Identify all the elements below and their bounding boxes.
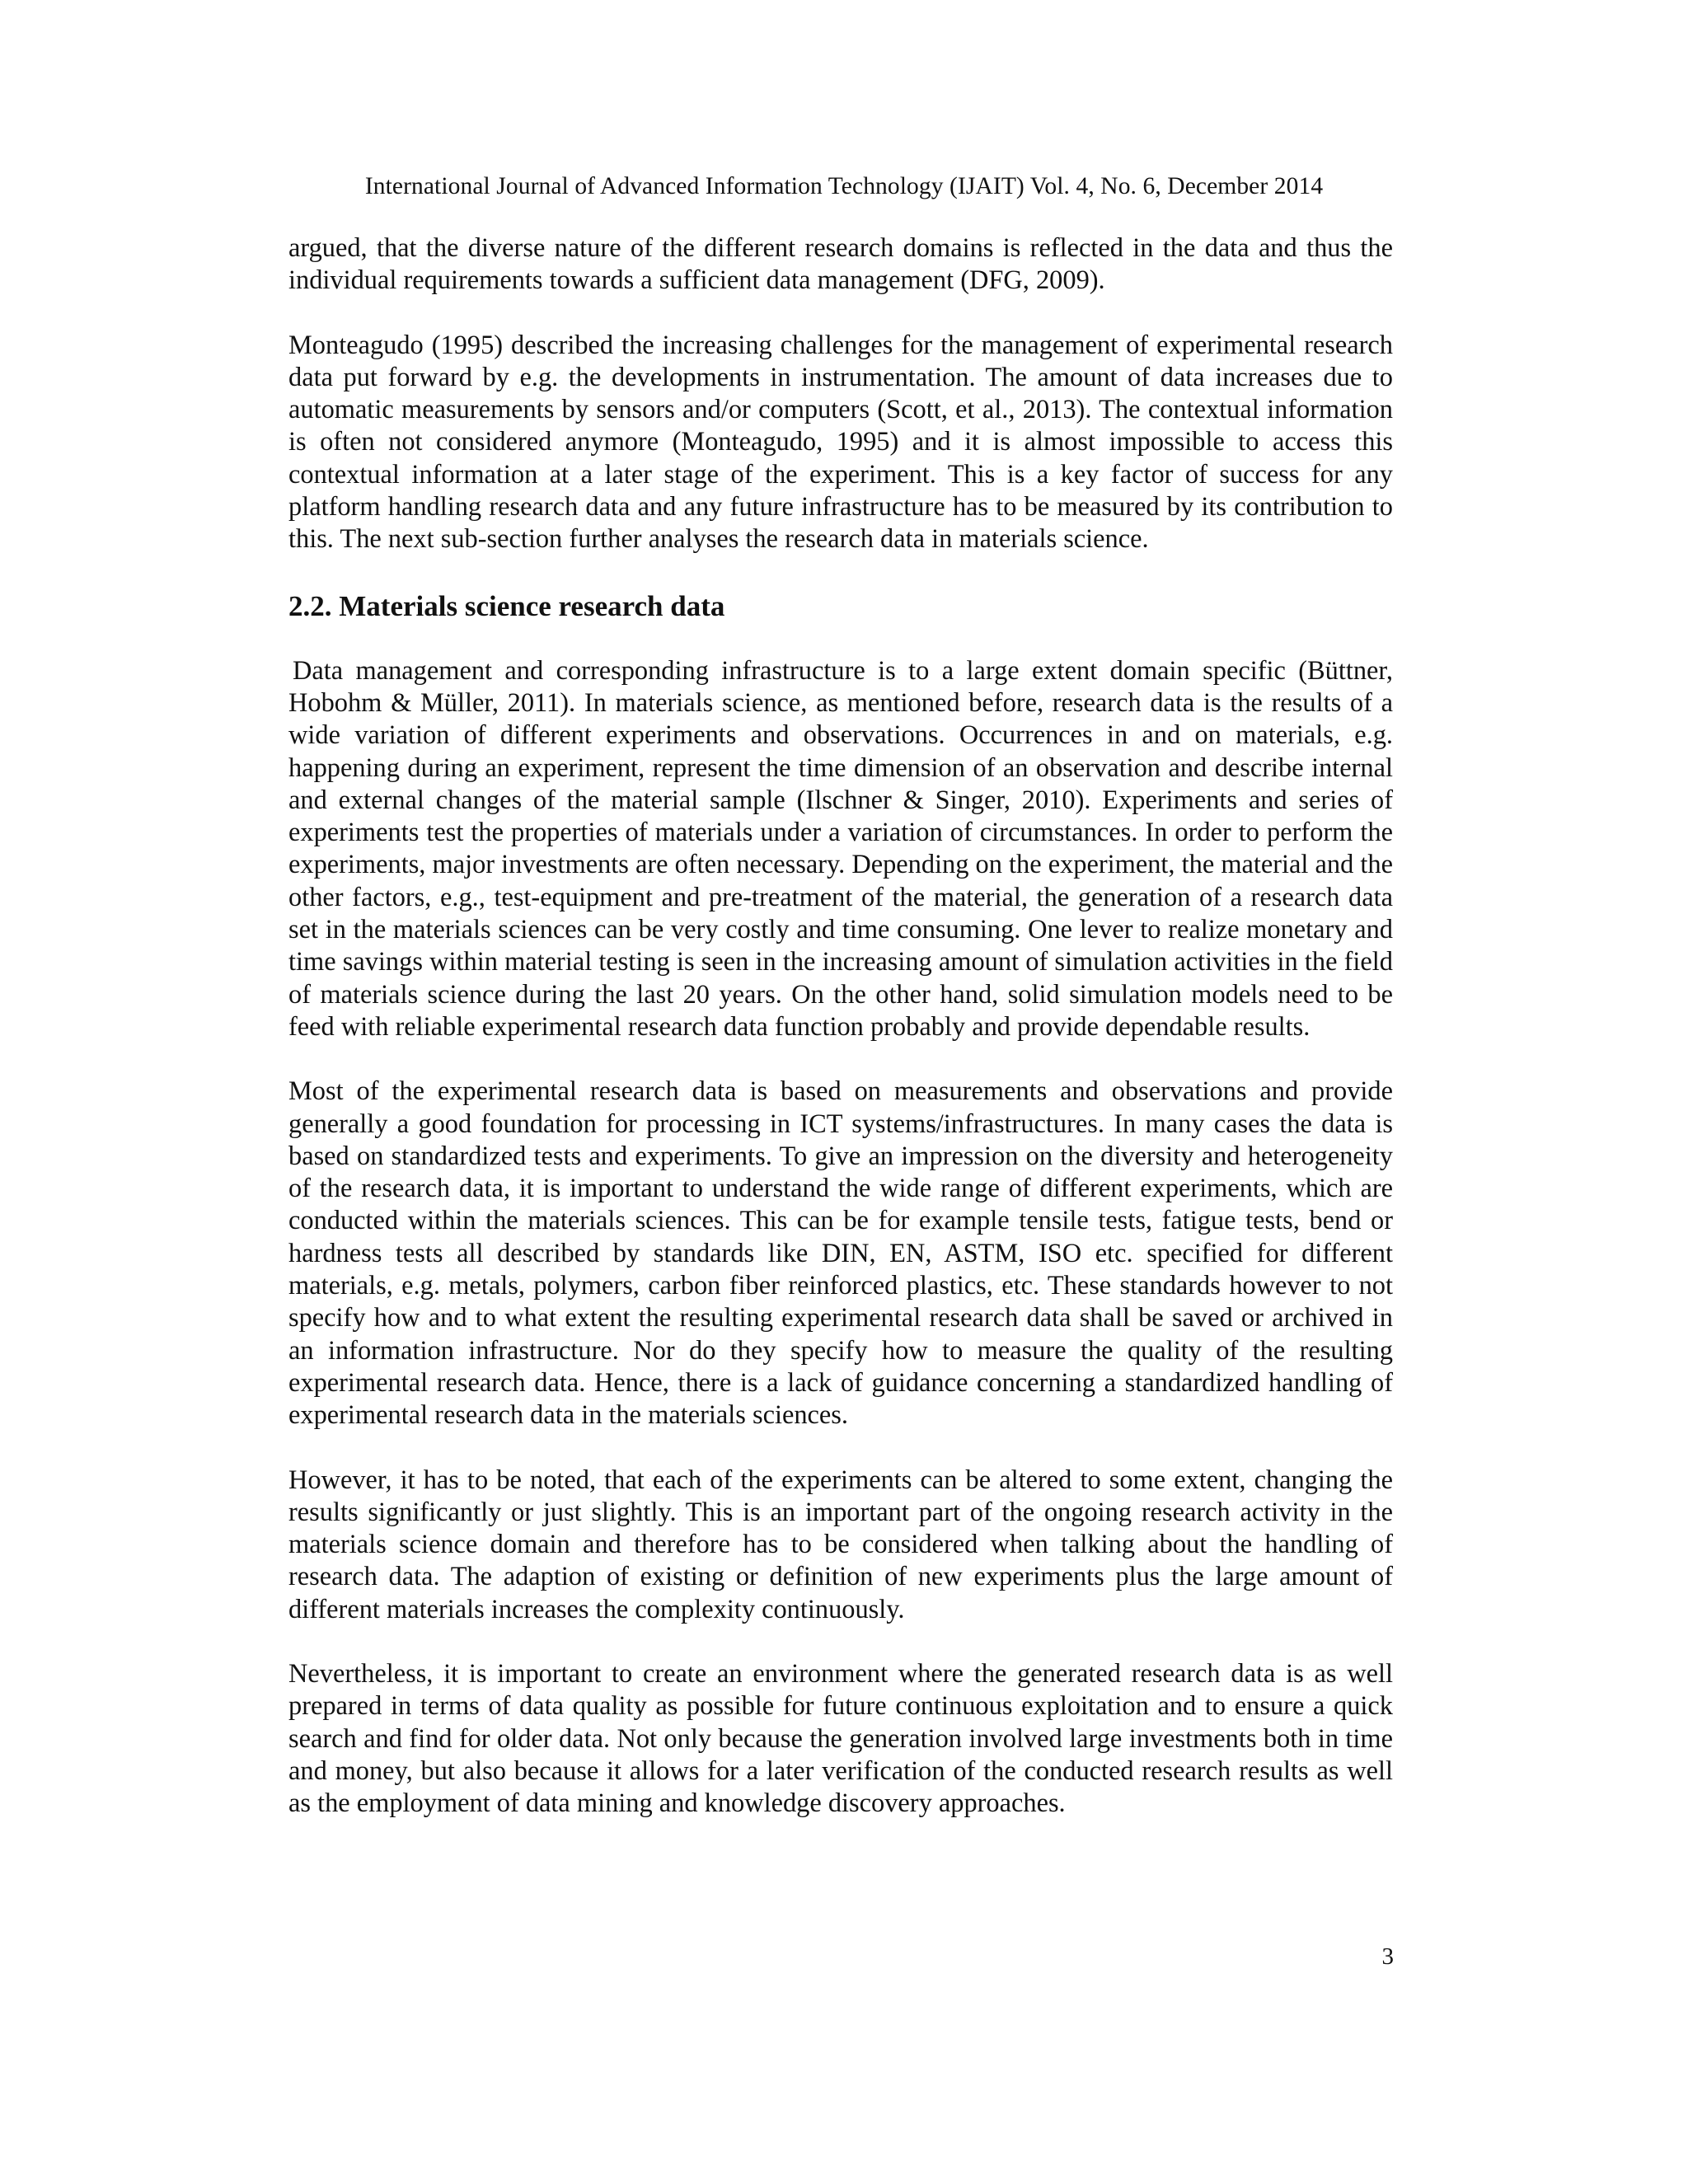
running-header: International Journal of Advanced Information Technology (IJAIT) Vol. 4, No. 6, December 2014 [364,173,1324,199]
paragraph-1: argued, that the diverse nature of the different research domains is reflected in the data and thus the individual requirements towards a sufficient data management (DFG, 2009). [288,233,1393,296]
section-heading: 2.2. Materials science research data [288,589,725,622]
paragraph-2: Monteagudo (1995) described the increasing challenges for the management of experimental research data put forward by e.g. the developments in instrumentation. The amount of data increases due to automatic measurements by sensors and/or computers (Scott, et al., 2013). The contextual information is often not considered anymore (Monteagudo, 1995) and it is almost impossible to access this contextual information at a later stage of the experiment. This is a key factor of success for any platform handling research data and any future infrastructure has to be measured by its contribution to this. The next sub-section further analyses the research data in materials science. [288,330,1393,555]
page-body [288,232,1393,1820]
page-number: 3 [1381,1943,1394,1970]
paragraph-3: Data management and corresponding infrastructure is to a large extent domain specific (Büttner, Hobohm & Müller, 2011). In materials science, as mentioned before, research data is the results of a wide variation of different experiments and observations. Occurrences in and on materials, e.g. happening during an experiment, represent the time dimension of an observation and describe internal and external changes of the material sample (Ilschner & Singer, 2010). Experiments and series of experiments test the properties of materials under a variation of circumstances. In order to perform the experiments, major investments are often necessary. Depending on the experiment, the material and the other factors, e.g., test-equipment and pre-treatment of the material, the generation of a research data set in the materials sciences can be very costly and time consuming. One lever to realize monetary and time savings within material testing is seen in the increasing amount of simulation activities in the field of materials science during the last 20 years. On the other hand, solid simulation models need to be feed with reliable experimental research data function probably and provide dependable results. [288,655,1393,1042]
paragraph-5: However, it has to be noted, that each of the experiments can be altered to some extent, changing the results significantly or just slightly. This is an important part of the ongoing research activity in the materials science domain and therefore has to be considered when talking about the handling of research data. The adaption of existing or definition of new experiments plus the large amount of different materials increases the complexity continuously. [288,1465,1393,1624]
paragraph-6: Nevertheless, it is important to create an environment where the generated research data is as well prepared in terms of data quality as possible for future continuous exploitation and to ensure a quick search and find for older data. Not only because the generation involved large investments both in time and money, but also because it allows for a later verification of the conducted research results as well as the employment of data mining and knowledge discovery approaches. [288,1658,1393,1819]
paragraph-4: Most of the experimental research data is based on measurements and observations and provide generally a good foundation for processing in ICT systems/infrastructures. In many cases the data is based on standardized tests and experiments. To give an impression on the diversity and heterogeneity of the research data, it is important to understand the wide range of different experiments, which are conducted within the materials sciences. This can be for example tensile tests, fatigue tests, bend or hardness tests all described by standards like DIN, EN, ASTM, ISO etc. specified for different materials, e.g. metals, polymers, carbon fiber reinforced plastics, etc. These standards however to not specify how and to what extent the resulting experimental research data shall be saved or archived in an information infrastructure. Nor do they specify how to measure the quality of the resulting experimental research data. Hence, there is a lack of guidance concerning a standardized handling of experimental research data in the materials sciences. [288,1076,1393,1431]
